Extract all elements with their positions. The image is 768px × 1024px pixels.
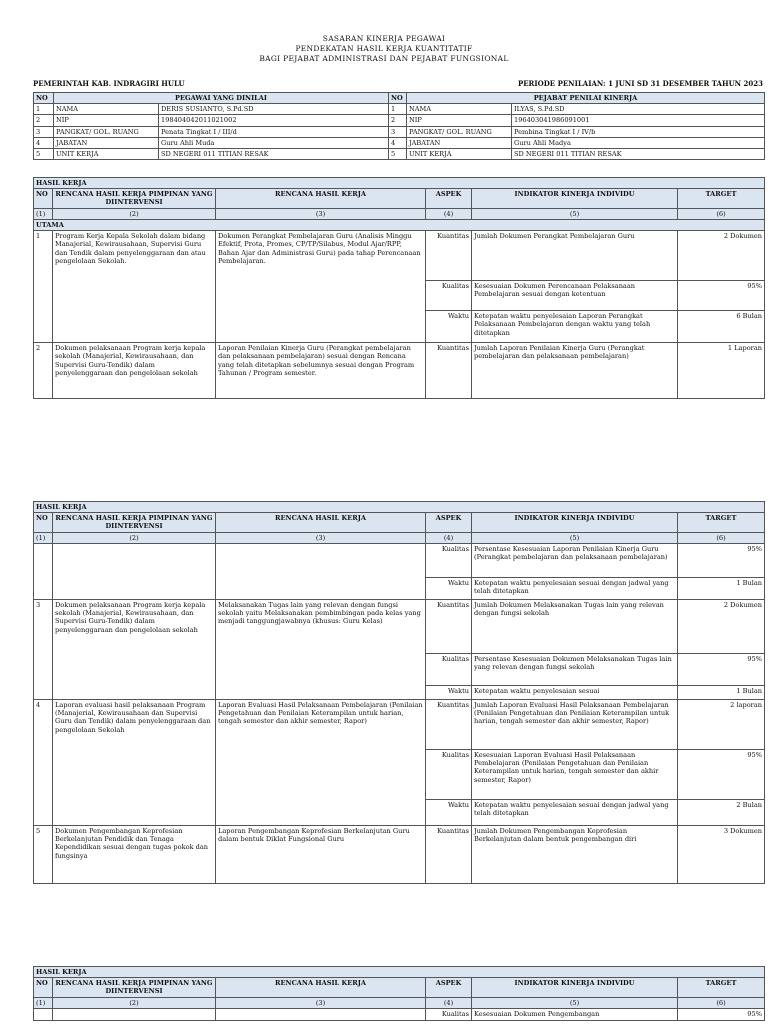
column-number-row <box>34 208 765 219</box>
rencana-hasil-kerja: Laporan Evaluasi Hasil Pelaksanaan Pembelajaran (Penilaian Pengetahuan dan Penilaian Keterampilan untuk harian, tengah semester dan akhir semester, Rapor) <box>216 699 426 825</box>
hasil-row <box>34 825 765 883</box>
aspek-cell: Kuantitas <box>426 825 472 883</box>
target-cell: 95% <box>678 281 765 311</box>
penilai-value: SD NEGERI 011 TITIAN RESAK <box>512 149 765 160</box>
aspek-cell: Kualitas <box>426 281 472 311</box>
column-number-row <box>34 532 765 543</box>
column-number: (5) <box>472 532 678 543</box>
rencana-pimpinan <box>53 543 216 599</box>
rencana-hasil-kerja: Dokumen Perangkat Pembelajaran Guru (Analisis Minggu Efektif, Prota, Promes, CP/TP/Silabus, Modul Ajar/RPP, Bahan Ajar dan Administrasi Guru) pada tahap Perencanaan Pembelajaran. <box>216 231 426 343</box>
column-number: (5) <box>472 997 678 1008</box>
indikator-cell: Kesesuaian Dokumen Perencanaan Pelaksanaan Pembelajaran sesuai dengan ketentuan <box>472 281 678 311</box>
identity-no: 1 <box>389 104 407 115</box>
identity-no: 3 <box>34 126 54 137</box>
column-number: (3) <box>216 532 426 543</box>
column-number: (6) <box>678 208 765 219</box>
identity-label: JABATAN <box>407 137 512 148</box>
column-number: (2) <box>53 997 216 1008</box>
aspek-cell: Waktu <box>426 799 472 825</box>
column-number: (3) <box>216 997 426 1008</box>
pegawai-value: 198404042011021002 <box>159 115 389 126</box>
aspek-cell: Waktu <box>426 685 472 699</box>
row-no: 4 <box>34 699 53 825</box>
hasil-kerja-table-1 <box>33 177 765 399</box>
section-row <box>34 502 765 513</box>
identity-label: NIP <box>54 115 159 126</box>
indikator-cell: Jumlah Laporan Evaluasi Hasil Pelaksanaan Pembelajaran (Penilaian Pengetahuan dan Penilaian Keterampilan untuk harian, tengah semester dan akhir semester, Rapor) <box>472 699 678 749</box>
column-number: (2) <box>53 208 216 219</box>
pegawai-value: SD NEGERI 011 TITIAN RESAK <box>159 149 389 160</box>
target-cell: 95% <box>678 749 765 799</box>
identity-no-header-2: NO <box>389 93 407 104</box>
column-number-row <box>34 997 765 1008</box>
column-header: NO <box>34 189 53 208</box>
identity-label: NAMA <box>54 104 159 115</box>
pegawai-value: DERIS SUSIANTO, S.Pd.SD <box>159 104 389 115</box>
row-no: 5 <box>34 825 53 883</box>
indikator-cell: Ketepatan waktu penyelesaian sesuai dengan jadwal yang telah ditetapkan <box>472 577 678 599</box>
pegawai-value: Guru Ahli Muda <box>159 137 389 148</box>
target-cell: 1 Bulan <box>678 577 765 599</box>
doc-title: SASARAN KINERJA PEGAWAI <box>322 34 446 43</box>
utama-row <box>34 219 765 230</box>
column-header: NO <box>34 978 53 997</box>
hasil-row <box>34 231 765 281</box>
column-number: (5) <box>472 208 678 219</box>
identity-label: UNIT KERJA <box>407 149 512 160</box>
identity-no: 3 <box>389 126 407 137</box>
section-title: HASIL KERJA <box>34 502 765 513</box>
column-number: (1) <box>34 208 53 219</box>
column-header-row <box>34 189 765 208</box>
identity-no: 5 <box>389 149 407 160</box>
identity-label: JABATAN <box>54 137 159 148</box>
column-header: ASPEK <box>426 978 472 997</box>
row-no: 3 <box>34 599 53 699</box>
target-cell: 2 Dokumen <box>678 231 765 281</box>
column-header: RENCANA HASIL KERJA <box>216 978 426 997</box>
identity-no: 2 <box>34 115 54 126</box>
row-no <box>34 543 53 599</box>
indikator-cell: Jumlah Dokumen Melaksanakan Tugas lain yang relevan dengan fungsi sekolah <box>472 599 678 653</box>
section-title: HASIL KERJA <box>34 178 765 189</box>
indikator-cell: Kesesuaian Dokumen Pengembangan <box>472 1008 678 1020</box>
identity-no: 5 <box>34 149 54 160</box>
hasil-row <box>34 343 765 399</box>
column-number: (1) <box>34 997 53 1008</box>
penilai-value: 196403041986091001 <box>512 115 765 126</box>
column-header: RENCANA HASIL KERJA <box>216 513 426 532</box>
column-header: RENCANA HASIL KERJA PIMPINAN YANG DIINTERVENSI <box>53 189 216 208</box>
doc-subtitle-2: BAGI PEJABAT ADMINISTRASI DAN PEJABAT FUNGSIONAL <box>259 54 509 63</box>
rencana-hasil-kerja: Laporan Pengembangan Keprofesian Berkelanjutan Guru dalam bentuk Diklat Fungsional Guru <box>216 825 426 883</box>
periode-label: PERIODE PENILAIAN: 1 JUNI SD 31 DESEMBER TAHUN 2023 <box>517 79 763 88</box>
identity-no: 1 <box>34 104 54 115</box>
identity-label: PANGKAT/ GOL. RUANG <box>407 126 512 137</box>
target-cell: 6 Bulan <box>678 311 765 343</box>
indikator-cell: Jumlah Laporan Penilaian Kinerja Guru (Perangkat pembelajaran dan pelaksanaan pembelajaran) <box>472 343 678 399</box>
column-number: (6) <box>678 997 765 1008</box>
target-cell: 2 laporan <box>678 699 765 749</box>
indikator-cell: Jumlah Dokumen Pengembangan Keprofesian Berkelanjutan dalam bentuk pengembangan diri <box>472 825 678 883</box>
row-no: 1 <box>34 231 53 343</box>
aspek-cell: Kualitas <box>426 1008 472 1020</box>
rencana-pimpinan: Laporan evaluasi hasil pelaksanaan Program (Manajerial, Kewirausahaan dan Supervisi Guru dan Tendik) dalam penyelenggaraan dan pengelolaan Sekolah <box>53 699 216 825</box>
hasil-row <box>34 699 765 749</box>
identity-label: NAMA <box>407 104 512 115</box>
rencana-pimpinan: Dokumen pelaksanaan Program kerja kepala sekolah (Manajerial, Kewirausahaan, dan Supervisi Guru-Tendik) dalam penyelenggaraan dan pengelolaan sekolah <box>53 343 216 399</box>
rencana-pimpinan: Dokumen Pengembangan Keprofesian Berkelanjutan Pendidik dan Tenaga Kependidikan sesuai dengan tugas pokok dan fungsinya <box>53 825 216 883</box>
column-number: (6) <box>678 532 765 543</box>
penilai-value: Guru Ahli Madya <box>512 137 765 148</box>
identity-label: PANGKAT/ GOL. RUANG <box>54 126 159 137</box>
column-header: INDIKATOR KINERJA INDIVIDU <box>472 513 678 532</box>
rencana-hasil-kerja <box>216 1008 426 1020</box>
aspek-cell: Kuantitas <box>426 343 472 399</box>
indikator-cell: Kesesuaian Laporan Evaluasi Hasil Pelaksanaan Pembelajaran (Penilaian Pengetahuan dan Penilaian Keterampilan untuk harian, tengah semester dan akhir semester, Rapor) <box>472 749 678 799</box>
doc-subtitle: PENDEKATAN HASIL KERJA KUANTITATIF <box>295 44 473 53</box>
row-no: 2 <box>34 343 53 399</box>
aspek-cell: Waktu <box>426 577 472 599</box>
identity-no: 2 <box>389 115 407 126</box>
column-number: (2) <box>53 532 216 543</box>
target-cell: 3 Dokumen <box>678 825 765 883</box>
column-header: NO <box>34 513 53 532</box>
pegawai-header: PEGAWAI YANG DINILAI <box>54 93 389 104</box>
column-header: RENCANA HASIL KERJA PIMPINAN YANG DIINTERVENSI <box>53 978 216 997</box>
column-header: INDIKATOR KINERJA INDIVIDU <box>472 978 678 997</box>
aspek-cell: Waktu <box>426 311 472 343</box>
target-cell: 2 Dokumen <box>678 599 765 653</box>
aspek-cell: Kuantitas <box>426 231 472 281</box>
column-header-row <box>34 978 765 997</box>
aspek-cell: Kuantitas <box>426 699 472 749</box>
column-header: TARGET <box>678 189 765 208</box>
identity-row <box>34 137 765 148</box>
penilai-value: Pembina Tingkat I / IV/b <box>512 126 765 137</box>
column-header: RENCANA HASIL KERJA PIMPINAN YANG DIINTERVENSI <box>53 513 216 532</box>
hasil-row <box>34 1008 765 1020</box>
indikator-cell: Ketepatan waktu penyelesaian sesuai dengan jadwal yang telah ditetapkan <box>472 799 678 825</box>
row-no <box>34 1008 53 1020</box>
hasil-kerja-table-3 <box>33 966 765 1021</box>
rencana-pimpinan: Dokumen pelaksanaan Program kerja kepala sekolah (Manajerial, Kewirausahaan, dan Supervisi Guru-Tendik) dalam penyelenggaraan dan pengelolaan sekolah <box>53 599 216 699</box>
target-cell: 95% <box>678 1008 765 1020</box>
identity-row <box>34 149 765 160</box>
target-cell: 95% <box>678 653 765 685</box>
column-header-row <box>34 513 765 532</box>
hasil-kerja-table-2 <box>33 501 765 884</box>
column-header: ASPEK <box>426 513 472 532</box>
indikator-cell: Persentase Kesesuaian Laporan Penilaian Kinerja Guru (Perangkat pembelajaran dan pelaksanaan pembelajaran) <box>472 543 678 577</box>
rencana-hasil-kerja <box>216 543 426 599</box>
target-cell: 95% <box>678 543 765 577</box>
penilai-header: PEJABAT PENILAI KINERJA <box>407 93 765 104</box>
column-header: TARGET <box>678 513 765 532</box>
identity-row <box>34 115 765 126</box>
aspek-cell: Kualitas <box>426 543 472 577</box>
rencana-pimpinan <box>53 1008 216 1020</box>
aspek-cell: Kualitas <box>426 749 472 799</box>
target-cell: 1 Laporan <box>678 343 765 399</box>
identity-no: 4 <box>34 137 54 148</box>
column-header: ASPEK <box>426 189 472 208</box>
indikator-cell: Jumlah Dokumen Perangkat Pembelajaran Guru <box>472 231 678 281</box>
column-number: (4) <box>426 208 472 219</box>
column-number: (3) <box>216 208 426 219</box>
pegawai-value: Penata Tingkat I / III/d <box>159 126 389 137</box>
identity-table <box>33 92 765 160</box>
target-cell: 1 Bulan <box>678 685 765 699</box>
aspek-cell: Kuantitas <box>426 599 472 653</box>
column-number: (4) <box>426 532 472 543</box>
penilai-value: ILYAS, S.Pd.SD <box>512 104 765 115</box>
identity-no-header: NO <box>34 93 54 104</box>
indikator-cell: Ketepatan waktu penyelesaian Laporan Perangkat Pelaksanaan Pembelajaran dengan waktu yang telah ditetapkan <box>472 311 678 343</box>
column-header: INDIKATOR KINERJA INDIVIDU <box>472 189 678 208</box>
identity-row <box>34 126 765 137</box>
target-cell: 2 Bulan <box>678 799 765 825</box>
hasil-row <box>34 543 765 577</box>
aspek-cell: Kualitas <box>426 653 472 685</box>
indikator-cell: Persentase Kesesuaian Dokumen Melaksanakan Tugas lain yang relevan dengan fungsi sekolah <box>472 653 678 685</box>
instansi-label: PEMERINTAH KAB. INDRAGIRI HULU <box>33 79 185 88</box>
hasil-row <box>34 599 765 653</box>
utama-label: UTAMA <box>34 219 765 230</box>
identity-row <box>34 104 765 115</box>
identity-label: NIP <box>407 115 512 126</box>
column-header: TARGET <box>678 978 765 997</box>
section-row <box>34 967 765 978</box>
rencana-hasil-kerja: Laporan Penilaian Kinerja Guru (Perangkat pembelajaran dan pelaksanaan pembelajaran) sesuai dengan Rencana yang telah ditetapkan sebelumnya sesuai dengan Program Tahunan / Program semester. <box>216 343 426 399</box>
section-row <box>34 178 765 189</box>
rencana-hasil-kerja: Melaksanakan Tugas lain yang relevan dengan fungsi sekolah yaitu Melaksanakan pembimbingan pada kelas yang menjadi tanggungjawabnya (khusus: Guru Kelas) <box>216 599 426 699</box>
column-number: (4) <box>426 997 472 1008</box>
section-title: HASIL KERJA <box>34 967 765 978</box>
column-number: (1) <box>34 532 53 543</box>
identity-no: 4 <box>389 137 407 148</box>
indikator-cell: Ketepatan waktu penyelesaian sesuai <box>472 685 678 699</box>
rencana-pimpinan: Program Kerja Kepala Sekolah dalam bidang Manajerial, Kewirausahaan, Supervisi Guru dan Tendik dalam penyelenggaraan dan atau pengelolaan Sekolah. <box>53 231 216 343</box>
column-header: RENCANA HASIL KERJA <box>216 189 426 208</box>
identity-label: UNIT KERJA <box>54 149 159 160</box>
